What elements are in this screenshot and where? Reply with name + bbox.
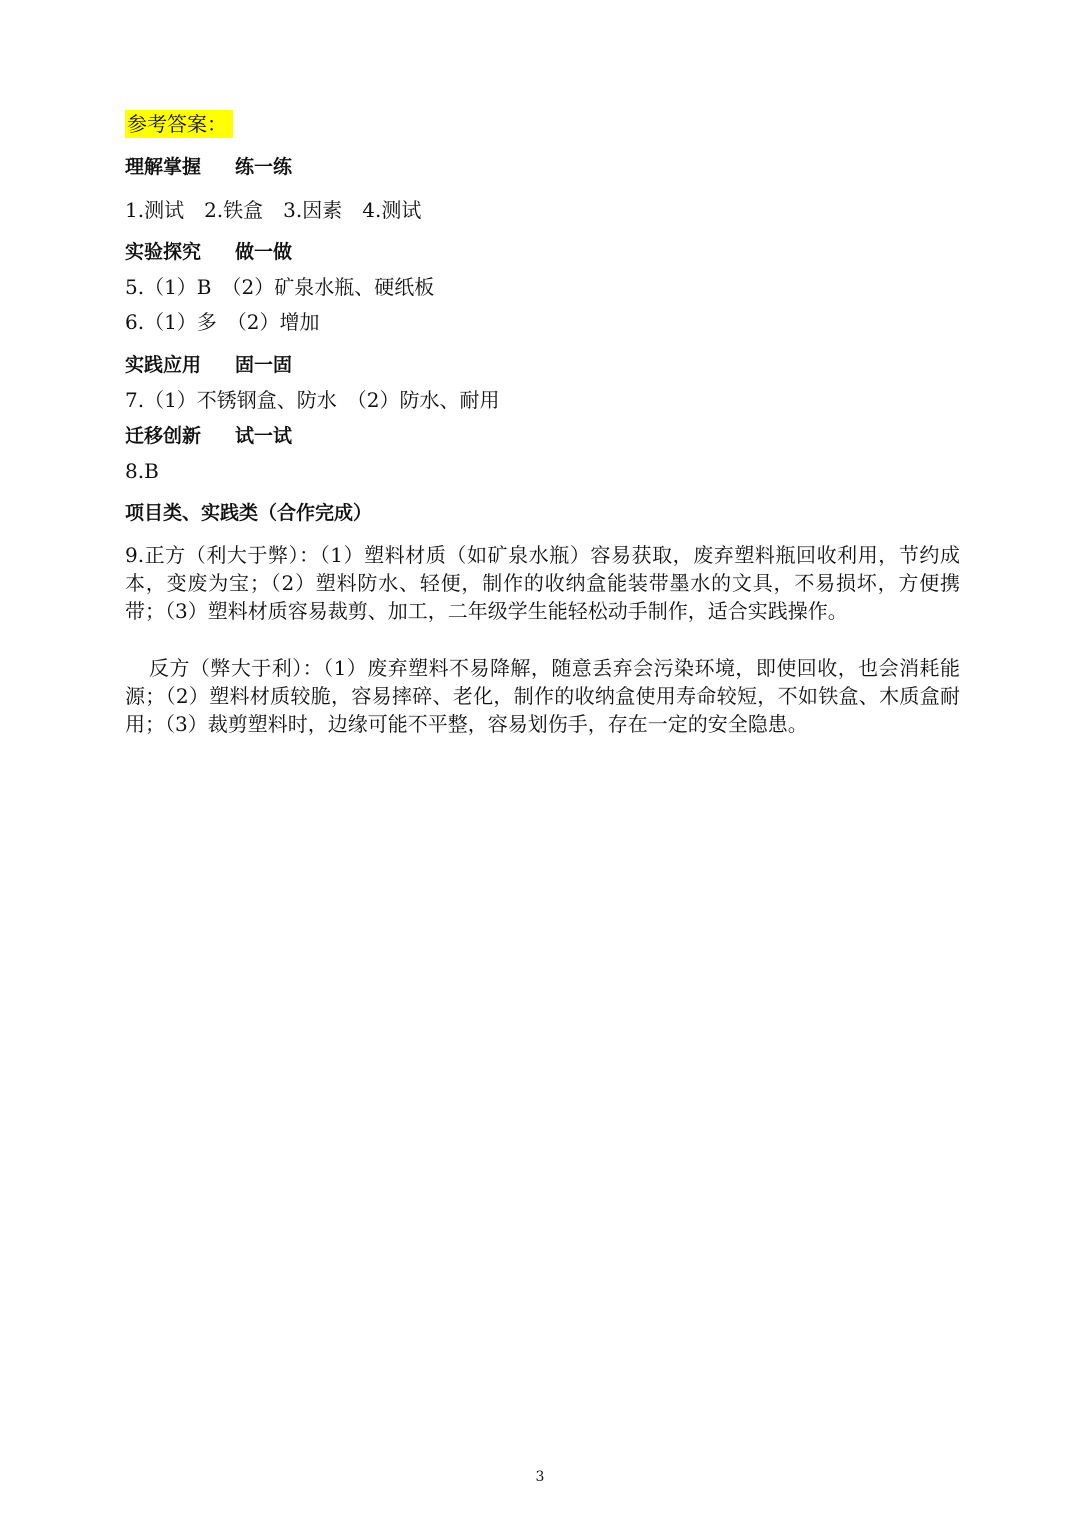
answer-7: 7.（1）不锈钢盒、防水 （2）防水、耐用	[125, 388, 500, 412]
section-1-subtitle: 练一练	[235, 156, 293, 178]
page-number: 3	[535, 1469, 545, 1485]
answer-8: 8.B	[125, 459, 159, 483]
section-4-heading	[125, 422, 292, 450]
answer-heading-line	[125, 110, 233, 138]
section-4-subtitle: 试一试	[235, 425, 293, 447]
answer-5: 5.（1）B （2）矿泉水瓶、硬纸板	[125, 275, 435, 299]
section-3-subtitle: 固一固	[235, 354, 293, 376]
section-2-subtitle: 做一做	[235, 241, 293, 263]
section-5-heading	[125, 499, 372, 527]
answer-6: 6.（1）多 （2）增加	[125, 310, 320, 334]
section-1-heading	[125, 153, 292, 181]
answer-9-con: 反方（弊大于利）：（1）废弃塑料不易降解，随意丢弃会污染环境，即使回收，也会消耗能源；（2）塑料材质较脆，容易摔碎、老化，制作的收纳盒使用寿命较短，不如铁盒、木质盒耐用；（3）裁剪塑料时，边缘可能不平整，容易划伤手，存在一定的安全隐患。	[125, 656, 960, 736]
section-3-title: 实践应用	[125, 354, 202, 376]
section-4-title: 迁移创新	[125, 425, 202, 447]
section-3-heading	[125, 351, 292, 379]
section-2-heading	[125, 238, 292, 266]
section-1-title: 理解掌握	[125, 156, 202, 178]
answer-9-pro: 9.正方（利大于弊）：（1）塑料材质（如矿泉水瓶）容易获取，废弃塑料瓶回收利用，节约成本，变废为宝；（2）塑料防水、轻便，制作的收纳盒能装带墨水的文具，不易损坏，方便携带；（3）塑料材质容易裁剪、加工，二年级学生能轻松动手制作，适合实践操作。	[125, 543, 960, 623]
section-5-title: 项目类、实践类（合作完成）	[125, 502, 373, 524]
answers-1-4: 1.测试 2.铁盒 3.因素 4.测试	[125, 198, 422, 222]
answer-heading: 参考答案：	[125, 110, 233, 138]
section-2-title: 实验探究	[125, 241, 202, 263]
